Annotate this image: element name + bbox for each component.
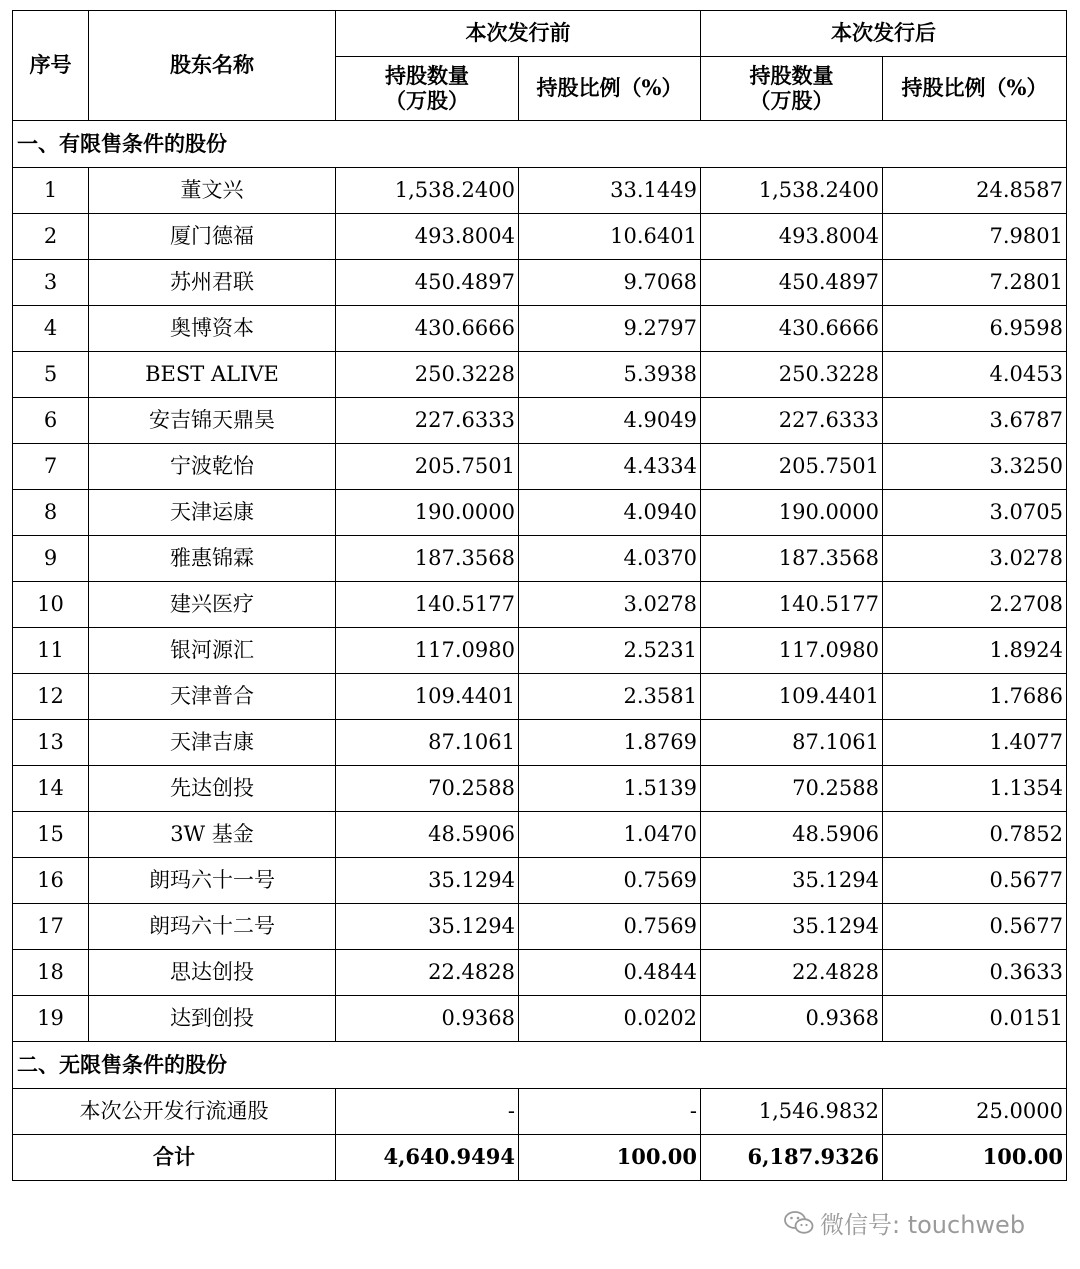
row-before-ratio: 0.4844: [519, 950, 701, 996]
row-seq: 18: [13, 950, 89, 996]
row-before-qty: 493.8004: [336, 214, 519, 260]
public-after-ratio: 25.0000: [883, 1089, 1067, 1135]
row-seq: 19: [13, 996, 89, 1042]
row-before-qty: 22.4828: [336, 950, 519, 996]
row-after-qty: 117.0980: [701, 628, 883, 674]
table-row: [13, 950, 1067, 996]
table-row: [13, 398, 1067, 444]
row-name: 朗玛六十二号: [89, 904, 336, 950]
watermark-text: 微信号: touchweb: [820, 1211, 1026, 1239]
table-row: [13, 490, 1067, 536]
row-after-ratio: 1.7686: [883, 674, 1067, 720]
table-row: [13, 352, 1067, 398]
row-before-ratio: 3.0278: [519, 582, 701, 628]
row-before-ratio: 0.0202: [519, 996, 701, 1042]
total-before-qty: 4,640.9494: [336, 1135, 519, 1181]
row-after-qty: 70.2588: [701, 766, 883, 812]
row-seq: 6: [13, 398, 89, 444]
table-row: [13, 214, 1067, 260]
row-before-ratio: 2.3581: [519, 674, 701, 720]
row-before-ratio: 4.4334: [519, 444, 701, 490]
row-after-ratio: 0.5677: [883, 858, 1067, 904]
row-before-qty: 35.1294: [336, 904, 519, 950]
row-before-qty: 0.9368: [336, 996, 519, 1042]
row-after-ratio: 3.0705: [883, 490, 1067, 536]
row-before-ratio: 1.0470: [519, 812, 701, 858]
row-after-qty: 450.4897: [701, 260, 883, 306]
row-name: 先达创投: [89, 766, 336, 812]
row-before-qty: 227.6333: [336, 398, 519, 444]
row-after-ratio: 1.8924: [883, 628, 1067, 674]
row-seq: 11: [13, 628, 89, 674]
row-before-qty: 187.3568: [336, 536, 519, 582]
row-name: 董文兴: [89, 168, 336, 214]
row-name: 天津吉康: [89, 720, 336, 766]
row-before-qty: 35.1294: [336, 858, 519, 904]
row-before-ratio: 0.7569: [519, 904, 701, 950]
table-row: [13, 536, 1067, 582]
row-before-ratio: 4.9049: [519, 398, 701, 444]
section-unrestricted: [13, 1042, 1067, 1089]
row-before-ratio: 9.2797: [519, 306, 701, 352]
row-seq: 10: [13, 582, 89, 628]
shareholding-table: [12, 10, 1067, 1181]
table-row: [13, 444, 1067, 490]
header-after: 本次发行后: [701, 11, 1067, 57]
row-before-qty: 140.5177: [336, 582, 519, 628]
row-after-qty: 109.4401: [701, 674, 883, 720]
row-after-qty: 35.1294: [701, 858, 883, 904]
public-before-ratio: -: [519, 1089, 701, 1135]
row-after-ratio: 0.3633: [883, 950, 1067, 996]
row-seq: 1: [13, 168, 89, 214]
table-row: [13, 260, 1067, 306]
total-label: 合计: [13, 1135, 336, 1181]
row-before-qty: 250.3228: [336, 352, 519, 398]
row-after-qty: 190.0000: [701, 490, 883, 536]
row-name: 奥博资本: [89, 306, 336, 352]
row-after-ratio: 2.2708: [883, 582, 1067, 628]
row-seq: 16: [13, 858, 89, 904]
row-before-ratio: 5.3938: [519, 352, 701, 398]
row-after-qty: 48.5906: [701, 812, 883, 858]
row-name: 天津运康: [89, 490, 336, 536]
section-restricted: [13, 121, 1067, 168]
row-after-ratio: 3.0278: [883, 536, 1067, 582]
row-seq: 9: [13, 536, 89, 582]
row-seq: 3: [13, 260, 89, 306]
row-name: 苏州君联: [89, 260, 336, 306]
row-before-ratio: 4.0370: [519, 536, 701, 582]
row-after-qty: 493.8004: [701, 214, 883, 260]
table-row: [13, 168, 1067, 214]
row-name: 银河源汇: [89, 628, 336, 674]
row-after-qty: 1,538.2400: [701, 168, 883, 214]
row-before-qty: 70.2588: [336, 766, 519, 812]
row-after-ratio: 6.9598: [883, 306, 1067, 352]
section-restricted-label: 一、有限售条件的股份: [13, 121, 1067, 168]
table-row: [13, 674, 1067, 720]
row-after-ratio: 1.4077: [883, 720, 1067, 766]
row-before-ratio: 33.1449: [519, 168, 701, 214]
row-before-ratio: 1.5139: [519, 766, 701, 812]
header-name: 股东名称: [89, 11, 336, 121]
row-after-qty: 250.3228: [701, 352, 883, 398]
row-before-ratio: 1.8769: [519, 720, 701, 766]
row-before-qty: 430.6666: [336, 306, 519, 352]
row-after-ratio: 7.9801: [883, 214, 1067, 260]
row-after-ratio: 4.0453: [883, 352, 1067, 398]
row-seq: 4: [13, 306, 89, 352]
row-before-ratio: 10.6401: [519, 214, 701, 260]
watermark: [784, 1205, 1025, 1240]
table-row: [13, 904, 1067, 950]
row-after-ratio: 0.0151: [883, 996, 1067, 1042]
row-before-qty: 1,538.2400: [336, 168, 519, 214]
total-before-ratio: 100.00: [519, 1135, 701, 1181]
row-after-ratio: 24.8587: [883, 168, 1067, 214]
row-name: BEST ALIVE: [89, 352, 336, 398]
table-row: [13, 306, 1067, 352]
row-after-qty: 22.4828: [701, 950, 883, 996]
section-unrestricted-label: 二、无限售条件的股份: [13, 1042, 1067, 1089]
row-after-qty: 205.7501: [701, 444, 883, 490]
row-name: 天津普合: [89, 674, 336, 720]
header-before-qty: 持股数量（万股）: [336, 57, 519, 121]
header-after-qty: 持股数量（万股）: [701, 57, 883, 121]
row-before-ratio: 0.7569: [519, 858, 701, 904]
row-after-qty: 227.6333: [701, 398, 883, 444]
public-name: 本次公开发行流通股: [13, 1089, 336, 1135]
row-after-ratio: 0.7852: [883, 812, 1067, 858]
table-row: [13, 996, 1067, 1042]
row-seq: 2: [13, 214, 89, 260]
row-before-qty: 48.5906: [336, 812, 519, 858]
public-after-qty: 1,546.9832: [701, 1089, 883, 1135]
wechat-icon: [784, 1210, 814, 1236]
row-before-qty: 117.0980: [336, 628, 519, 674]
row-after-qty: 430.6666: [701, 306, 883, 352]
row-seq: 7: [13, 444, 89, 490]
header-after-ratio: 持股比例（%）: [883, 57, 1067, 121]
row-name: 3W 基金: [89, 812, 336, 858]
public-before-qty: -: [336, 1089, 519, 1135]
header-row-top: [13, 11, 1067, 57]
row-after-qty: 87.1061: [701, 720, 883, 766]
header-before: 本次发行前: [336, 11, 701, 57]
row-after-ratio: 3.3250: [883, 444, 1067, 490]
row-seq: 5: [13, 352, 89, 398]
row-name: 思达创投: [89, 950, 336, 996]
row-after-ratio: 0.5677: [883, 904, 1067, 950]
row-after-qty: 0.9368: [701, 996, 883, 1042]
row-name: 雅惠锦霖: [89, 536, 336, 582]
row-name: 宁波乾怡: [89, 444, 336, 490]
total-after-qty: 6,187.9326: [701, 1135, 883, 1181]
table-row: [13, 858, 1067, 904]
total-row: [13, 1135, 1067, 1181]
row-after-ratio: 7.2801: [883, 260, 1067, 306]
row-after-ratio: 1.1354: [883, 766, 1067, 812]
table-row: [13, 812, 1067, 858]
table-row: [13, 720, 1067, 766]
table-row: [13, 628, 1067, 674]
row-before-qty: 87.1061: [336, 720, 519, 766]
row-before-qty: 205.7501: [336, 444, 519, 490]
row-before-qty: 190.0000: [336, 490, 519, 536]
row-name: 达到创投: [89, 996, 336, 1042]
row-after-ratio: 3.6787: [883, 398, 1067, 444]
table-row: [13, 582, 1067, 628]
row-name: 安吉锦天鼎昊: [89, 398, 336, 444]
row-seq: 8: [13, 490, 89, 536]
row-seq: 12: [13, 674, 89, 720]
shareholder-rows: [13, 168, 1067, 1042]
row-before-ratio: 9.7068: [519, 260, 701, 306]
row-name: 建兴医疗: [89, 582, 336, 628]
row-after-qty: 140.5177: [701, 582, 883, 628]
table-row: [13, 766, 1067, 812]
row-before-qty: 450.4897: [336, 260, 519, 306]
public-offering-row: [13, 1089, 1067, 1135]
row-seq: 17: [13, 904, 89, 950]
total-after-ratio: 100.00: [883, 1135, 1067, 1181]
row-after-qty: 187.3568: [701, 536, 883, 582]
header-before-ratio: 持股比例（%）: [519, 57, 701, 121]
row-seq: 14: [13, 766, 89, 812]
row-after-qty: 35.1294: [701, 904, 883, 950]
row-name: 厦门德福: [89, 214, 336, 260]
row-before-qty: 109.4401: [336, 674, 519, 720]
header-seq: 序号: [13, 11, 89, 121]
row-name: 朗玛六十一号: [89, 858, 336, 904]
row-seq: 15: [13, 812, 89, 858]
row-before-ratio: 4.0940: [519, 490, 701, 536]
row-before-ratio: 2.5231: [519, 628, 701, 674]
row-seq: 13: [13, 720, 89, 766]
